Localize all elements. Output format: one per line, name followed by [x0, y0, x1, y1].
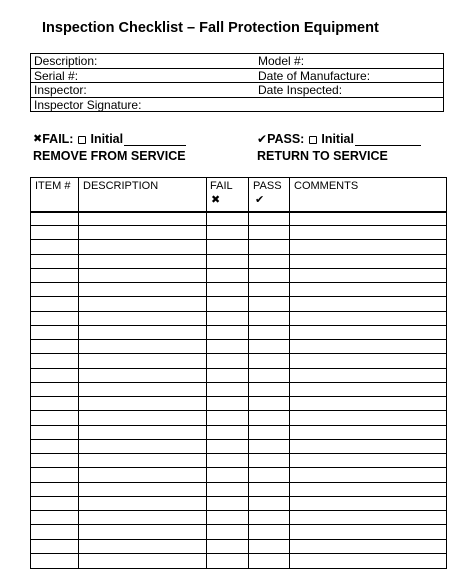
table-row[interactable]: [31, 325, 446, 339]
pass-initial-checkbox[interactable]: [309, 136, 317, 144]
fail-initial-checkbox[interactable]: [78, 136, 86, 144]
fail-initial-label: Initial: [90, 132, 124, 146]
table-row[interactable]: [31, 453, 446, 467]
table-row[interactable]: [31, 368, 446, 382]
table-row[interactable]: [31, 539, 446, 553]
table-row[interactable]: [31, 339, 446, 353]
check-mark-icon: ✔: [257, 132, 268, 146]
fail-status-block: [33, 131, 186, 165]
table-row[interactable]: [31, 425, 446, 439]
pass-initial-line[interactable]: [355, 133, 421, 146]
table-row[interactable]: [31, 524, 446, 538]
fail-label: FAIL:: [42, 132, 74, 146]
table-row[interactable]: [31, 225, 446, 239]
x-mark-icon: ✖: [33, 133, 43, 145]
column-header-description: DESCRIPTION: [83, 180, 159, 192]
pass-label: PASS:: [267, 132, 305, 146]
table-row[interactable]: [31, 268, 446, 282]
inspection-items-table: [30, 177, 447, 569]
table-row[interactable]: [31, 510, 446, 524]
table-row[interactable]: [31, 211, 446, 225]
pass-status-block: [257, 131, 421, 165]
pass-action-text: RETURN TO SERVICE: [257, 149, 388, 163]
pass-initial-label: Initial: [321, 132, 354, 146]
column-header-fail: FAIL: [210, 180, 233, 192]
table-row[interactable]: [31, 467, 446, 481]
equipment-info-table: [30, 53, 444, 112]
date-inspected-field[interactable]: Date Inspected:: [258, 83, 343, 97]
table-row[interactable]: [31, 311, 446, 325]
serial-number-field[interactable]: Serial #:: [34, 68, 79, 83]
table-row[interactable]: [31, 254, 446, 268]
table-row[interactable]: [31, 382, 446, 396]
fail-initial-line[interactable]: [124, 133, 186, 146]
table-row[interactable]: [31, 496, 446, 510]
column-header-pass: PASS: [253, 180, 282, 192]
model-number-field[interactable]: Model #:: [258, 54, 305, 68]
table-row[interactable]: [31, 482, 446, 496]
info-row: [31, 83, 443, 98]
table-row[interactable]: [31, 296, 446, 310]
inspector-signature-field[interactable]: Inspector Signature:: [34, 97, 142, 112]
description-field[interactable]: Description:: [34, 54, 98, 68]
table-row[interactable]: [31, 410, 446, 424]
inspector-field[interactable]: Inspector:: [34, 83, 87, 97]
table-row[interactable]: [31, 553, 446, 567]
table-row[interactable]: [31, 439, 446, 453]
table-row[interactable]: [31, 282, 446, 296]
page-title: Inspection Checklist – Fall Protection Equipment: [42, 20, 379, 36]
column-header-item: ITEM #: [35, 180, 71, 192]
info-row: [31, 54, 443, 69]
x-mark-icon: ✖: [211, 194, 221, 206]
fail-action-text: REMOVE FROM SERVICE: [33, 149, 186, 163]
info-row: [31, 69, 443, 84]
table-row[interactable]: [31, 396, 446, 410]
table-row[interactable]: [31, 353, 446, 367]
divider: [31, 68, 443, 69]
check-mark-icon: ✔: [255, 194, 265, 206]
table-row[interactable]: [31, 239, 446, 253]
info-row: [31, 98, 443, 113]
date-of-manufacture-field[interactable]: Date of Manufacture:: [258, 68, 371, 83]
column-header-comments: COMMENTS: [294, 180, 359, 192]
